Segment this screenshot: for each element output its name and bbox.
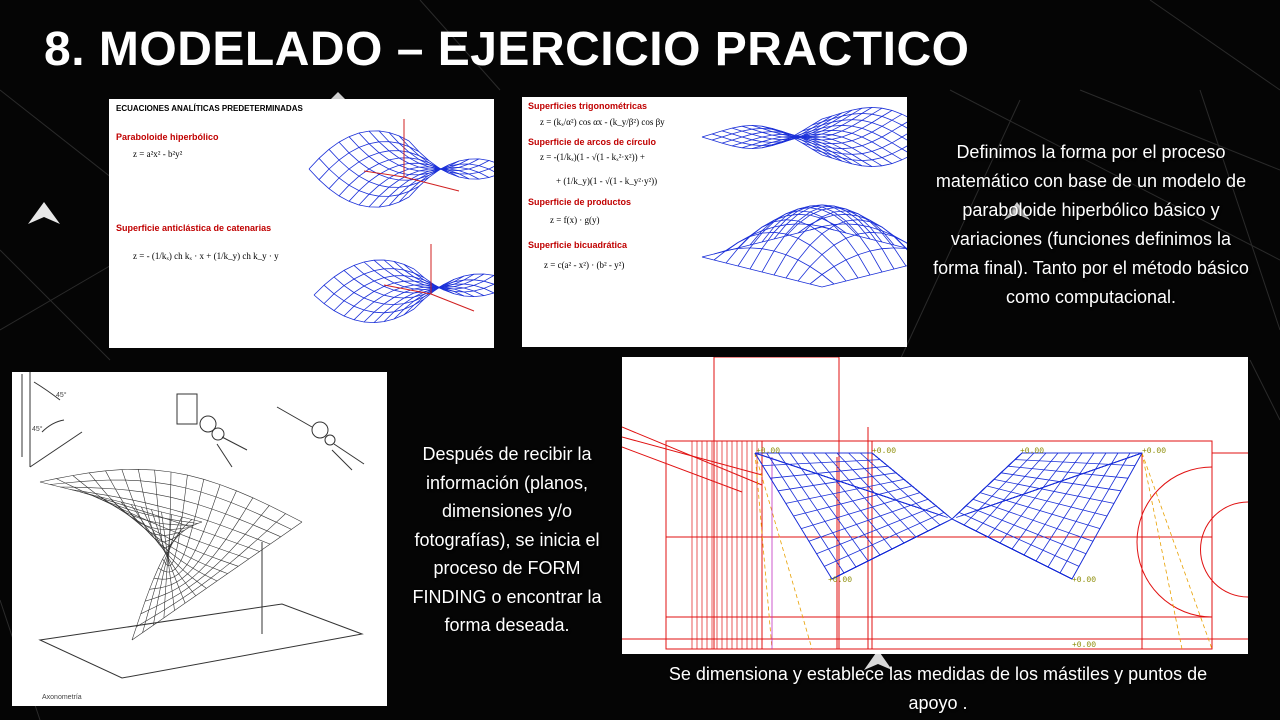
dimension-label: +0.00 [1020, 447, 1045, 456]
cad-plan-drawing [622, 357, 1248, 654]
equation-label-arcs: Superficie de arcos de círculo [528, 137, 657, 147]
saddle-surface-drawings [109, 99, 494, 348]
equation-trig: z = (kₓ/α²) cos αx - (k_y/β²) cos βy [540, 117, 665, 127]
dimension-label: +0.00 [828, 576, 853, 585]
dimension-label: +0.00 [1072, 641, 1097, 650]
surface-drawings-2 [522, 97, 907, 347]
equations-panel-2 [522, 97, 907, 347]
equation-biquadratic: z = c(a² - x²) · (b² - y²) [544, 260, 625, 270]
equation-products: z = f(x) · g(y) [550, 215, 600, 225]
equation-arcs-a: z = -(1/kₓ)(1 - √(1 - kₓ²·x²)) + [540, 152, 645, 162]
dimension-label: +0.00 [1142, 447, 1167, 456]
equation-label-products: Superficie de productos [528, 197, 632, 207]
equation-arcs-b: + (1/k_y)(1 - √(1 - k_y²·y²)) [556, 176, 658, 186]
dimension-label: +0.00 [756, 447, 781, 456]
equation-catenary: z = - (1/kₓ) ch kₓ · x + (1/k_y) ch k_y · y [133, 251, 279, 261]
axonometry-caption: Axonometría [42, 694, 82, 701]
equation-paraboloid: z = a²x² - b²y² [133, 149, 183, 159]
cad-panel [622, 357, 1248, 654]
dimension-label: +0.00 [1072, 576, 1097, 585]
dimension-description-text: Se dimensiona y establece las medidas de los mástiles y puntos de apoyo . [668, 664, 1208, 713]
equation-label-catenary: Superficie anticlástica de catenarias [116, 223, 272, 233]
form-description-text: Definimos la forma por el proceso matemático con base de un modelo de paraboloide hiperbólico básico y variaciones (funciones definimos la forma final). Tanto por el método básico como computacional. [933, 142, 1249, 307]
membrane-sketch [12, 372, 387, 706]
slide-title: 8. MODELADO – EJERCICIO PRACTICO [44, 23, 970, 76]
equations-panel-1 [109, 99, 494, 348]
dimension-label: +0.00 [872, 447, 897, 456]
angle-label-2: 45° [32, 426, 43, 433]
form-finding-text: Después de recibir la información (planos, dimensiones y/o fotografías), se inicia el proceso de FORM FINDING o encontrar la forma deseada. [412, 444, 602, 635]
equation-label-paraboloid: Paraboloide hiperbólico [116, 132, 219, 142]
angle-label-1: 45° [56, 392, 67, 399]
equation-label-biquadratic: Superficie bicuadrática [528, 240, 628, 250]
equation-label-trig: Superficies trigonométricas [528, 101, 648, 111]
equations-heading: ECUACIONES ANALÍTICAS PREDETERMINADAS [116, 104, 303, 113]
sketch-panel [12, 372, 387, 706]
arrow-up-left-icon [28, 202, 60, 224]
